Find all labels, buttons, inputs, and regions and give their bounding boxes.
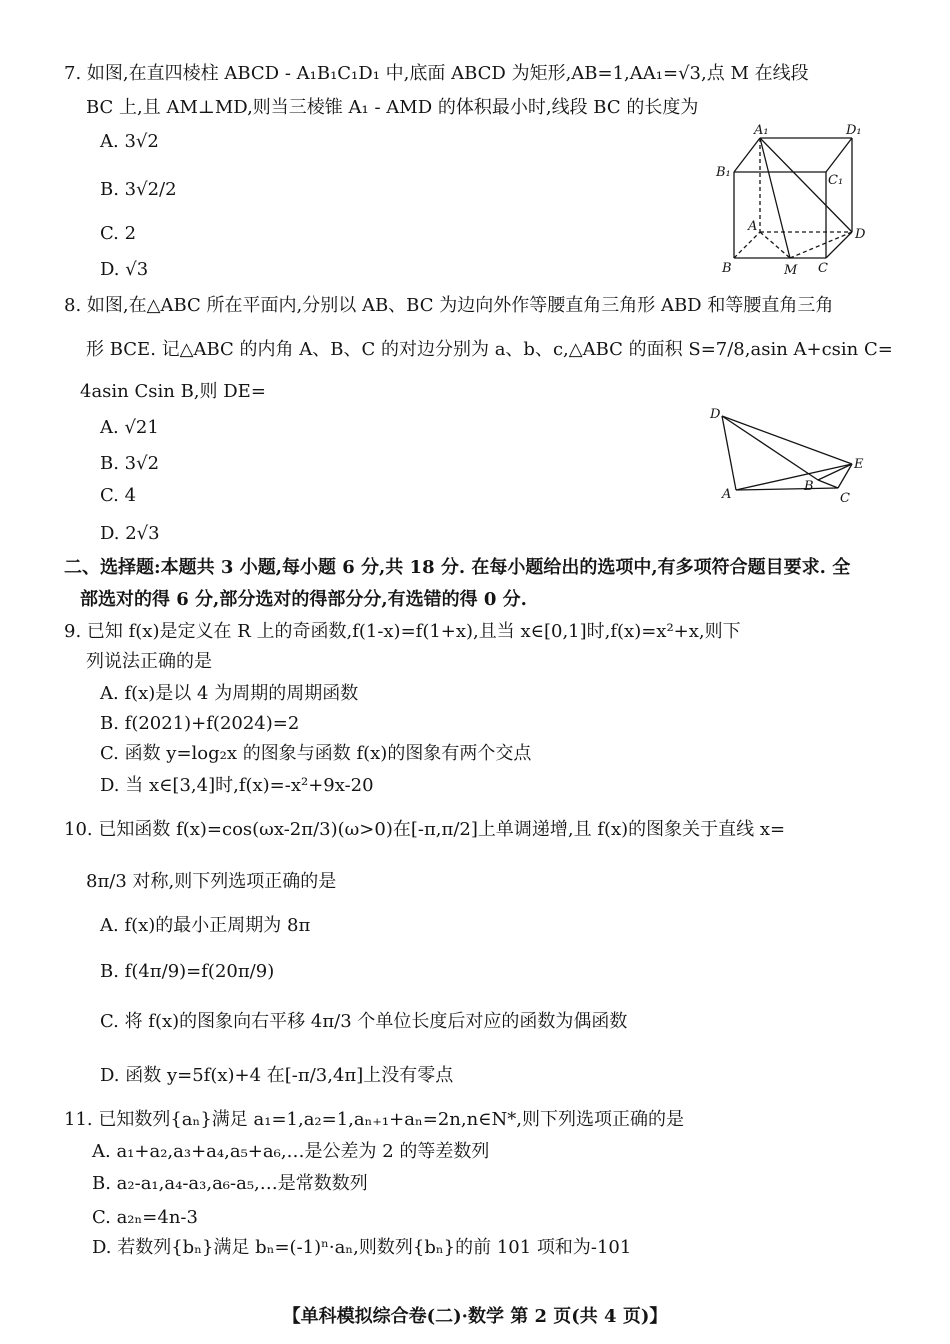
q7-label-d1: D₁ [846, 123, 862, 138]
q8-label-b: B [804, 479, 814, 494]
q9-option-a: A. f(x)是以 4 为周期的周期函数 [100, 683, 359, 704]
q11-line1: 11. 已知数列{aₙ}满足 a₁=1,a₂=1,aₙ₊₁+aₙ=2n,n∈N*,则下列选项正确的是 [64, 1109, 684, 1130]
q7-label-a: A [748, 219, 758, 234]
q9-line2: 列说法正确的是 [86, 651, 212, 672]
q7-option-d: D. √3 [100, 259, 149, 280]
q11-option-c: C. a₂ₙ=4n-3 [92, 1207, 198, 1228]
q8-line2: 形 BCE. 记△ABC 的内角 A、B、C 的对边分别为 a、b、c,△ABC 的面积 S=7/8,asin A+csin C= [86, 339, 893, 360]
q8-option-c: C. 4 [100, 485, 137, 506]
q8-label-c: C [840, 491, 850, 506]
q7-prism-figure [710, 120, 870, 280]
q7-label-a1: A₁ [754, 123, 769, 138]
q9-option-b: B. f(2021)+f(2024)=2 [100, 713, 300, 734]
section2-line1: 二、选择题:本题共 3 小题,每小题 6 分,共 18 分. 在每小题给出的选项中,有多项符合题目要求. 全 [64, 557, 851, 578]
q11-option-a: A. a₁+a₂,a₃+a₄,a₅+a₆,…是公差为 2 的等差数列 [92, 1141, 490, 1162]
q10-option-b: B. f(4π/9)=f(20π/9) [100, 961, 275, 982]
q7-line2: BC 上,且 AM⊥MD,则当三棱锥 A₁ - AMD 的体积最小时,线段 BC 的长度为 [86, 97, 699, 118]
q8-option-a: A. √21 [100, 417, 159, 438]
q7-label-d: D [855, 227, 866, 242]
q9-option-d: D. 当 x∈[3,4]时,f(x)=-x²+9x-20 [100, 775, 374, 796]
q10-option-d: D. 函数 y=5f(x)+4 在[-π/3,4π]上没有零点 [100, 1065, 454, 1086]
q8-line3: 4asin Csin B,则 DE= [80, 381, 266, 402]
q9-option-c: C. 函数 y=log₂x 的图象与函数 f(x)的图象有两个交点 [100, 743, 532, 764]
q7-label-b: B [722, 261, 732, 276]
q10-option-a: A. f(x)的最小正周期为 8π [100, 915, 311, 936]
q8-option-d: D. 2√3 [100, 523, 160, 544]
q10-option-c: C. 将 f(x)的图象向右平移 4π/3 个单位长度后对应的函数为偶函数 [100, 1011, 628, 1032]
q9-line1: 9. 已知 f(x)是定义在 R 上的奇函数,f(1-x)=f(1+x),且当 x∈[0,1]时,f(x)=x²+x,则下 [64, 621, 741, 642]
q7-option-b: B. 3√2/2 [100, 179, 177, 200]
q8-label-e: E [854, 457, 864, 472]
q7-label-c1: C₁ [828, 173, 844, 188]
q8-triangle-figure [700, 404, 870, 508]
page-footer: 【单科模拟综合卷(二)·数学 第 2 页(共 4 页)】 [282, 1306, 668, 1327]
q8-label-d: D [710, 407, 721, 422]
q10-line2: 8π/3 对称,则下列选项正确的是 [86, 871, 337, 892]
q8-option-b: B. 3√2 [100, 453, 160, 474]
q11-option-d: D. 若数列{bₙ}满足 bₙ=(-1)ⁿ·aₙ,则数列{bₙ}的前 101 项和为-101 [92, 1237, 632, 1258]
q7-option-c: C. 2 [100, 223, 137, 244]
q7-label-c: C [818, 261, 828, 276]
q7-option-a: A. 3√2 [100, 131, 159, 152]
q8-line1: 8. 如图,在△ABC 所在平面内,分别以 AB、BC 为边向外作等腰直角三角形 ABD 和等腰直角三角 [64, 295, 834, 316]
q8-label-a: A [722, 487, 732, 502]
q10-line1: 10. 已知函数 f(x)=cos(ωx-2π/3)(ω>0)在[-π,π/2]上单调递增,且 f(x)的图象关于直线 x= [64, 819, 786, 840]
q7-label-m: M [784, 263, 798, 278]
q7-line1: 7. 如图,在直四棱柱 ABCD - A₁B₁C₁D₁ 中,底面 ABCD 为矩形,AB=1,AA₁=√3,点 M 在线段 [64, 63, 809, 84]
q11-option-b: B. a₂-a₁,a₄-a₃,a₆-a₅,…是常数数列 [92, 1173, 368, 1194]
q7-label-b1: B₁ [716, 165, 731, 180]
section2-line2: 部选对的得 6 分,部分选对的得部分分,有选错的得 0 分. [80, 589, 527, 610]
